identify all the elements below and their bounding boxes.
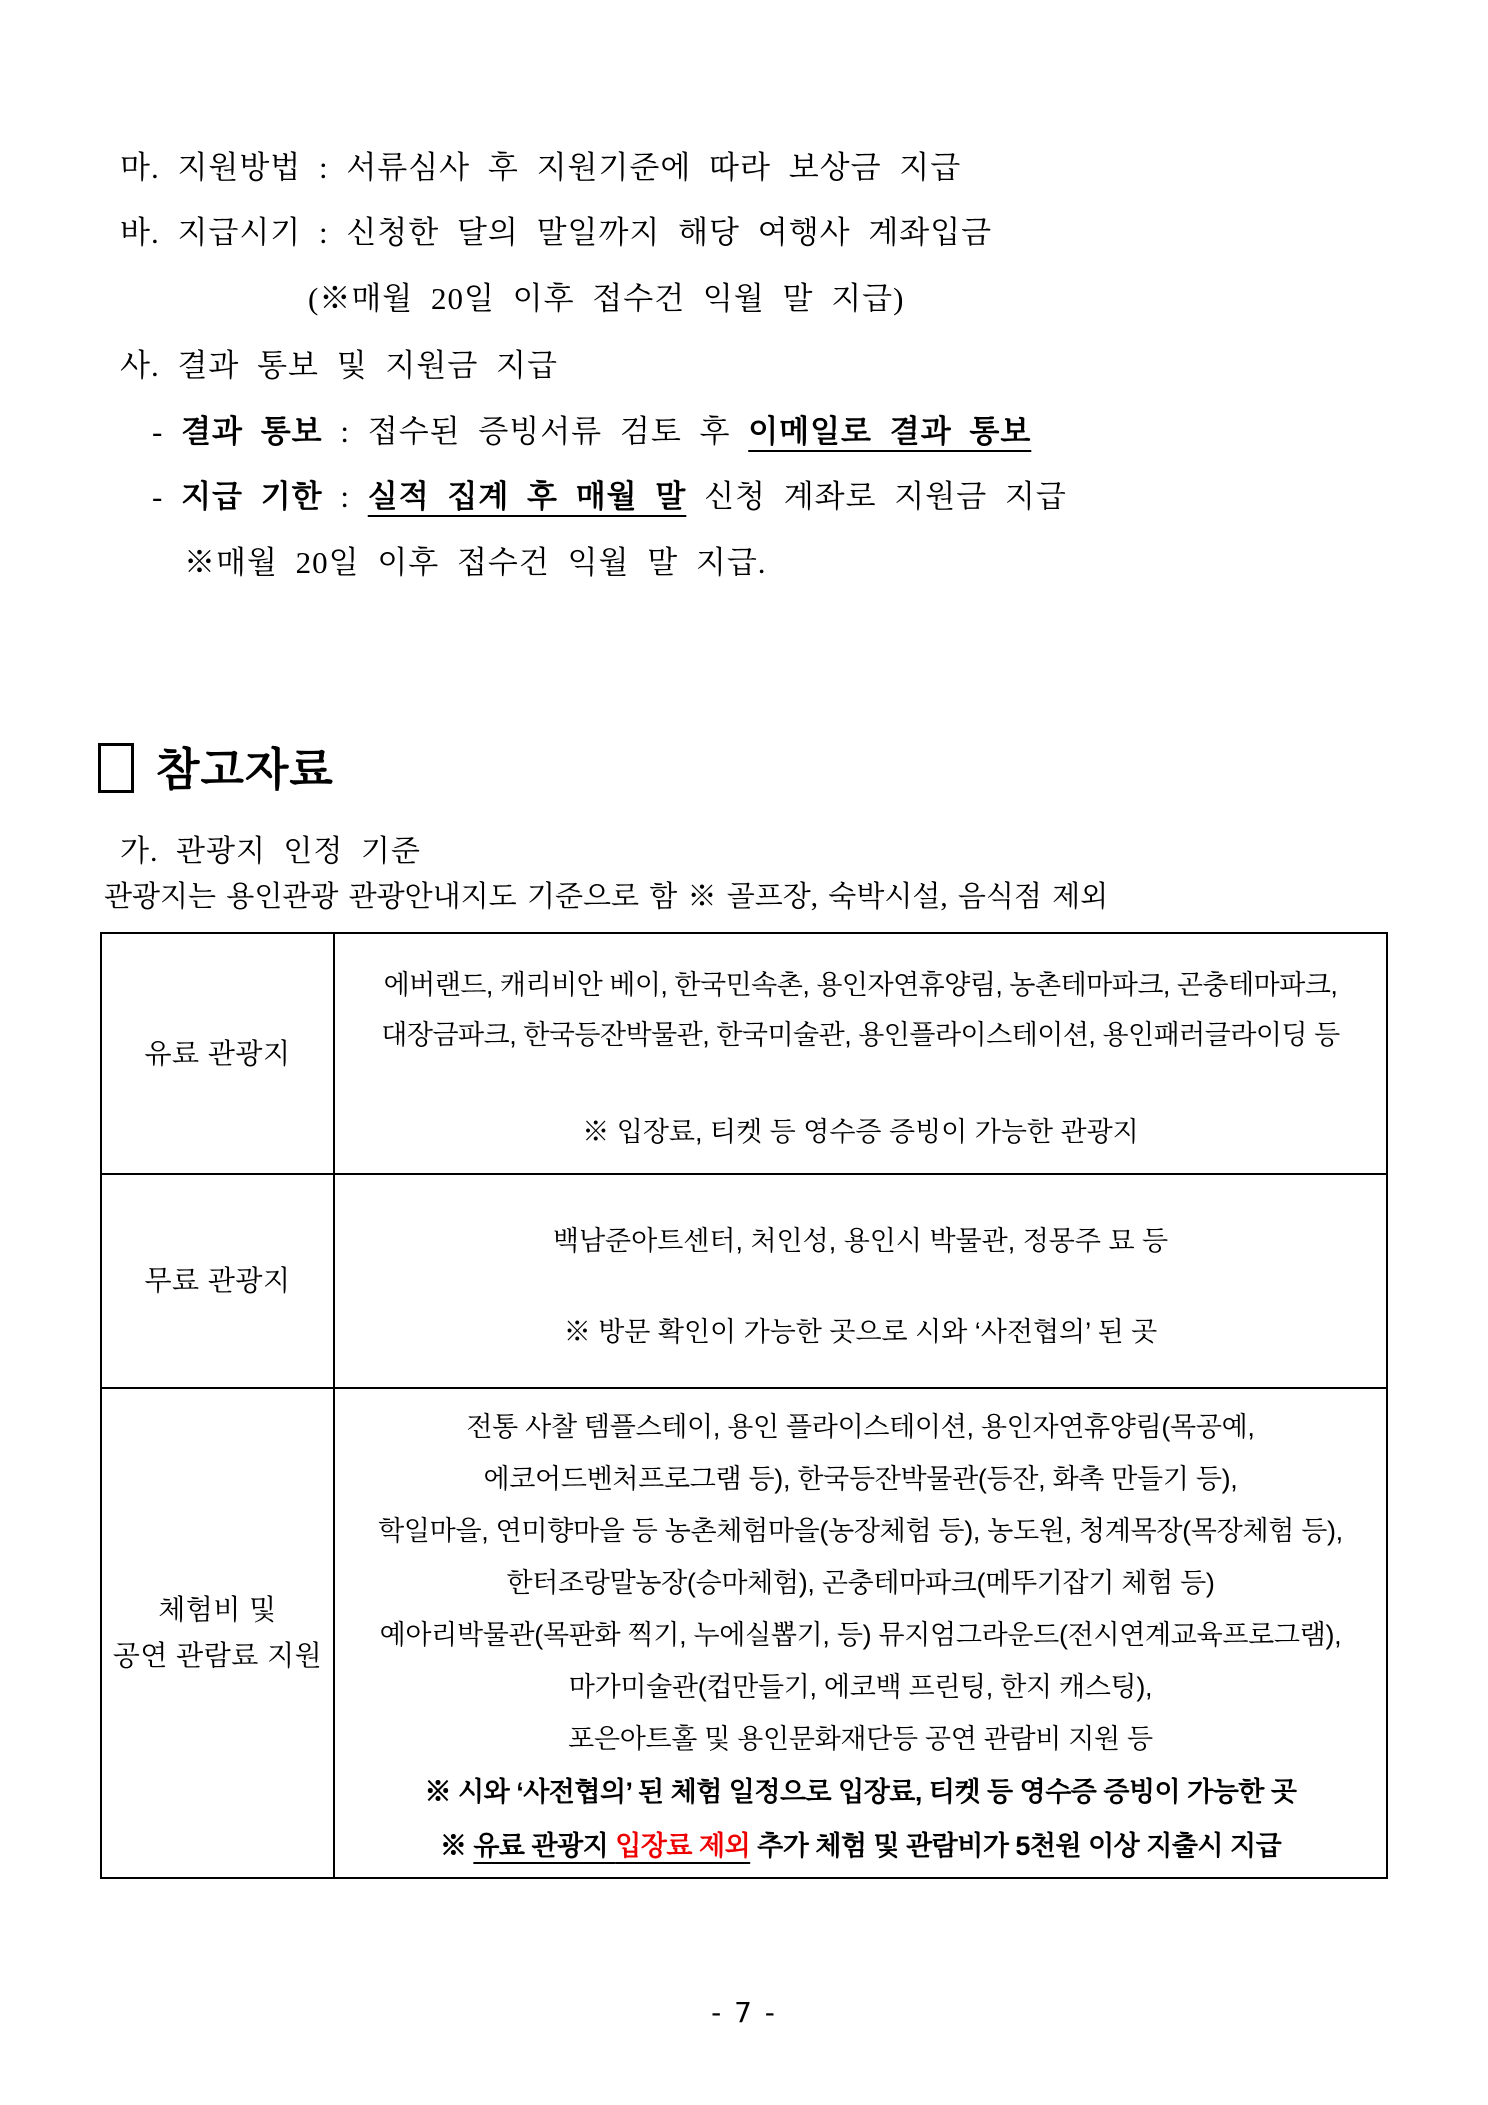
table-row-experience-fees (102, 1387, 1386, 1877)
excluded-fee-underline (473, 1831, 750, 1861)
dash-bullet: - (152, 479, 182, 514)
result-notice-separator: : (322, 414, 368, 449)
excluded-fee-black-text: 유료 관광지 (473, 1831, 616, 1861)
result-notice-line (152, 406, 1031, 451)
payment-deadline-text: 신청 계좌로 지원금 지급 (686, 479, 1067, 514)
table-row-free-sites (102, 1173, 1386, 1387)
result-notice-highlight: 이메일로 결과 통보 (748, 414, 1032, 449)
row-content-experience-fees (335, 1389, 1386, 1877)
payment-timing-line: 바. 지급시기 : 신청한 달의 말일까지 해당 여행사 계좌입금 (120, 215, 993, 250)
payment-deadline-note: ※매월 20일 이후 접수건 익월 말 지급. (184, 545, 767, 580)
experience-sites-list: 전통 사찰 템플스테이, 용인 플라이스테이션, 용인자연휴양림(목공예, 에코어드벤처프로그램 등), 한국등잔박물관(등잔, 화촉 만들기 등), 학일마을, 연미향마을 등 농촌체험마을(농장체험 등), 농도원, 청계목장(목장체험 등), 한터조랑말농장(승마체험), 곤충테마파크(메뚜기잡기 체험 등) 예아리박물관(목판화 찍기, 누에실뽑기, 등) 뮤지엄그라운드(전시연계교육프로그램), 마가미술관(컵만들기, 에코백 프린팅, 한지 캐스팅), 포은아트홀 및 용인문화재단등 공연 관람비 지원 등 (378, 1412, 1343, 1754)
reference-mark: ※ (439, 1831, 474, 1861)
table-row-paid-sites (102, 934, 1386, 1173)
row-content-free-sites (335, 1175, 1386, 1387)
row-label-free-sites: 무료 관광지 (102, 1175, 335, 1387)
payment-deadline-highlight: 실적 집계 후 매월 말 (367, 479, 687, 514)
free-sites-list: 백남준아트센터, 처인성, 용인시 박물관, 정몽주 묘 등 (552, 1226, 1169, 1256)
excluded-fee-red-text: 입장료 제외 (615, 1831, 751, 1861)
square-bullet-icon (98, 743, 134, 793)
tourist-site-table (100, 932, 1388, 1879)
row-content-paid-sites (335, 934, 1386, 1173)
experience-note-2 (343, 1819, 1378, 1873)
row-label-experience-fees: 체험비 및 공연 관람료 지원 (102, 1389, 335, 1877)
result-notice-label: 결과 통보 (181, 414, 323, 449)
reference-section-title: 참고자료 (156, 744, 334, 795)
payment-timing-note: (※매월 20일 이후 접수건 익월 말 지급) (308, 281, 905, 316)
row-label-paid-sites: 유료 관광지 (102, 934, 335, 1173)
result-and-payment-heading: 사. 결과 통보 및 지원금 지급 (120, 348, 558, 383)
excluded-fee-tail-text: 추가 체험 및 관람비가 5천원 이상 지출시 지급 (750, 1831, 1282, 1861)
payment-deadline-line (152, 471, 1067, 516)
paid-sites-list: 에버랜드, 캐리비안 베이, 한국민속촌, 용인자연휴양림, 농촌테마파크, 곤충테마파크, 대장금파크, 한국등잔박물관, 한국미술관, 용인플라이스테이션, 용인패러글라이딩 등 (381, 970, 1340, 1050)
support-method-line: 마. 지원방법 : 서류심사 후 지원기준에 따라 보상금 지급 (120, 150, 962, 185)
page-number: - 7 - (711, 1996, 777, 2029)
free-sites-note: ※ 방문 확인이 가능한 곳으로 시와 ‘사전협의’ 된 곳 (563, 1317, 1158, 1347)
paid-sites-note: ※ 입장료, 티켓 등 영수증 증빙이 가능한 관광지 (582, 1117, 1139, 1147)
criteria-heading: 가. 관광지 인정 기준 (120, 835, 421, 868)
result-notice-text: 접수된 증빙서류 검토 후 (367, 414, 749, 449)
dash-bullet: - (152, 414, 182, 449)
payment-deadline-separator: : (322, 479, 368, 514)
reference-section-heading (98, 733, 334, 798)
criteria-description: 관광지는 용인관광 관광안내지도 기준으로 함 ※ 골프장, 숙박시설, 음식점 제외 (104, 881, 1109, 913)
experience-notes (343, 1765, 1378, 1873)
payment-deadline-label: 지급 기한 (181, 479, 323, 514)
experience-note-1: ※ 시와 ‘사전협의’ 된 체험 일정으로 입장료, 티켓 등 영수증 증빙이 가능한 곳 (424, 1777, 1297, 1807)
